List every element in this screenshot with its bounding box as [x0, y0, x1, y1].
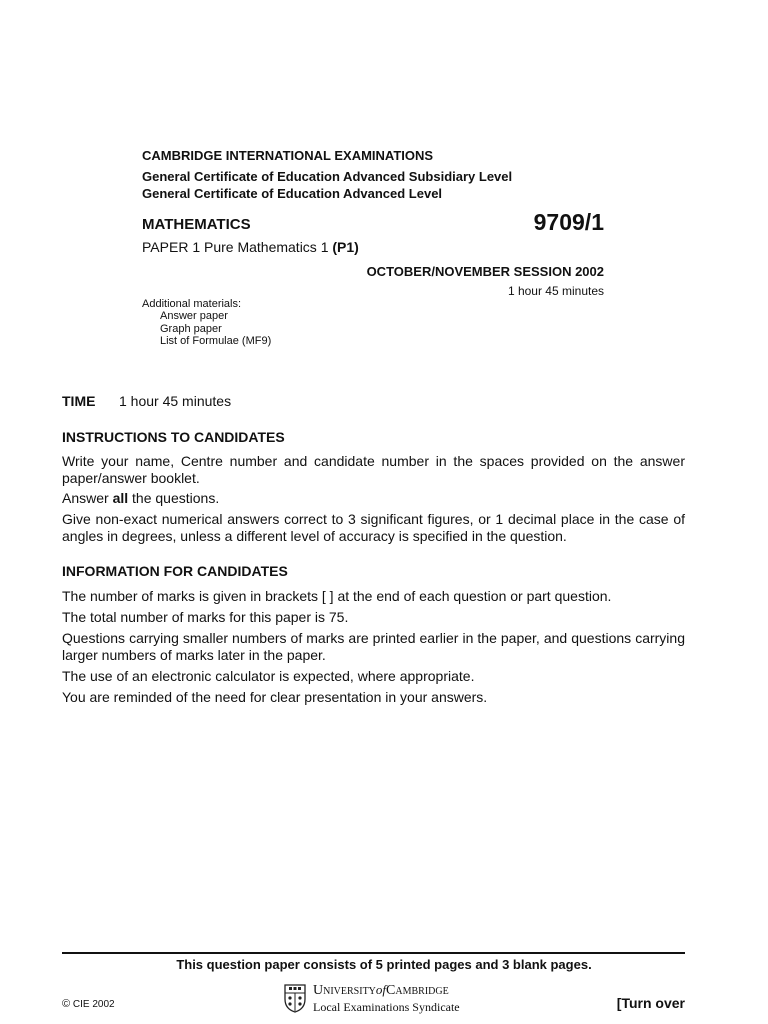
- session: OCTOBER/NOVEMBER SESSION 2002: [366, 264, 604, 279]
- subject-name: MATHEMATICS: [142, 216, 251, 233]
- copyright-icon: ©: [62, 998, 71, 1010]
- university-crest-icon: [283, 983, 307, 1013]
- duration: 1 hour 45 minutes: [507, 284, 604, 298]
- logo-c: C: [386, 983, 396, 998]
- information-line: The number of marks is given in brackets [ ] at the end of each question or part question.: [62, 588, 612, 604]
- copyright: [62, 998, 115, 1010]
- instruction-emphasis: all: [112, 490, 129, 506]
- university-logo: [313, 982, 460, 1015]
- instruction-paragraph: Give non-exact numerical answers correct to 3 significant figures, or 1 decimal place in the case of angles in degrees, unless a different level of accuracy is specified in the question.: [62, 511, 685, 544]
- turn-over: [Turn over: [616, 995, 685, 1011]
- material-item: Answer paper: [160, 310, 228, 322]
- materials-heading: Additional materials:: [142, 298, 242, 310]
- logo-niversity: NIVERSITY: [323, 986, 376, 997]
- instructions-heading: INSTRUCTIONS TO CANDIDATES: [62, 429, 285, 445]
- time-label: TIME: [62, 393, 96, 409]
- logo-of: of: [375, 982, 387, 997]
- material-item: List of Formulae (MF9): [160, 335, 272, 347]
- information-heading: INFORMATION FOR CANDIDATES: [62, 563, 288, 579]
- time-value: 1 hour 45 minutes: [119, 393, 232, 409]
- information-line: The use of an electronic calculator is expected, where appropriate.: [62, 668, 475, 684]
- copyright-text: CIE 2002: [72, 999, 115, 1010]
- footer-rule: [62, 952, 685, 954]
- instruction-paragraph: Write your name, Centre number and candidate number in the spaces provided on the answer paper/answer booklet.: [62, 453, 685, 486]
- paper-code: (P1): [332, 239, 359, 255]
- instruction-text: the questions.: [128, 490, 220, 506]
- paper-title-text: PAPER 1 Pure Mathematics 1: [142, 239, 333, 255]
- instruction-paragraph: [62, 490, 685, 507]
- cert-a-level: General Certificate of Education Advanced Level: [142, 186, 443, 201]
- logo-u: U: [313, 983, 324, 998]
- material-item: Graph paper: [160, 323, 222, 335]
- paper-title: [142, 239, 359, 255]
- exam-board: CAMBRIDGE INTERNATIONAL EXAMINATIONS: [142, 148, 434, 163]
- syndicate-name: Local Examinations Syndicate: [313, 1000, 460, 1014]
- syllabus-code: 9709/1: [533, 209, 604, 235]
- logo-ambridge: AMBRIDGE: [395, 986, 449, 997]
- cert-as-level: General Certificate of Education Advanced Subsidiary Level: [142, 169, 513, 184]
- information-line: The total number of marks for this paper is 75.: [62, 609, 349, 625]
- pages-note: This question paper consists of 5 printed pages and 3 blank pages.: [176, 957, 592, 972]
- instruction-text: Answer: [62, 490, 113, 506]
- information-line: You are reminded of the need for clear presentation in your answers.: [62, 689, 488, 705]
- information-line: Questions carrying smaller numbers of marks are printed earlier in the paper, and questions carrying larger numbers of marks later in the paper.: [62, 630, 685, 663]
